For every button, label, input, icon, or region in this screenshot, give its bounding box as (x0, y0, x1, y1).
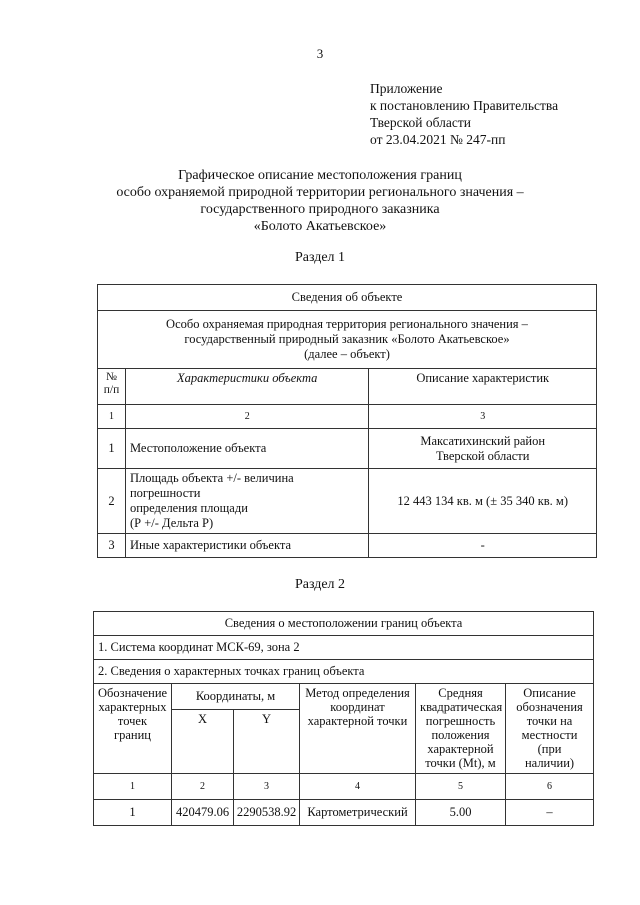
index-cell: 5 (416, 774, 506, 800)
col-error-header (416, 684, 506, 774)
row-number: 2 (98, 469, 126, 534)
header-line: характерной точки (307, 714, 408, 728)
col-desc-header (506, 684, 594, 774)
coord-x: 420479.06 (172, 800, 234, 826)
coord-y: 2290538.92 (234, 800, 300, 826)
object-line: Особо охраняемая природная территория регионального значения – (166, 317, 528, 331)
header-line: точки на (526, 714, 573, 728)
header-line: положения (431, 728, 490, 742)
appendix-line: к постановлению Правительства (370, 98, 559, 113)
section1-heading: Раздел 1 (294, 250, 346, 265)
row-number: 3 (98, 534, 126, 558)
table-row (94, 800, 594, 826)
header-line: (при (537, 742, 562, 756)
header-line: наличии) (524, 756, 575, 770)
desc-line: Максатихинский район (420, 433, 546, 448)
row-description: - (369, 534, 597, 558)
section2-header: Сведения о местоположении границ объекта (94, 612, 594, 636)
points-header: 2. Сведения о характерных точках границ объекта (94, 660, 594, 684)
section2-table (93, 611, 594, 826)
page-number: 3 (316, 46, 324, 61)
table-row (98, 429, 597, 469)
col-num-header (98, 369, 126, 405)
appendix-block (370, 80, 558, 148)
col-num-label: № (105, 371, 117, 383)
header-line: границ (114, 728, 151, 742)
title-line: Графическое описание местоположения границ (178, 168, 462, 183)
title-line: государственного природного заказника (200, 202, 440, 217)
object-description (98, 311, 597, 369)
row-characteristic (125, 469, 368, 534)
appendix-line: Приложение (370, 81, 443, 96)
object-line: (далее – объект) (304, 347, 390, 361)
header-line: местности (521, 728, 578, 742)
title-line: особо охраняемой природной территории регионального значения – (116, 185, 524, 200)
document-title (80, 167, 560, 235)
col-num-label: п/п (103, 384, 120, 396)
table-row (98, 534, 597, 558)
header-line: координат (330, 700, 385, 714)
table-row (98, 469, 597, 534)
title-line: «Болото Акатьевское» (253, 219, 387, 234)
header-line: обозначения (516, 700, 583, 714)
index-cell: 1 (98, 405, 126, 429)
section1-header: Сведения об объекте (98, 285, 597, 311)
col-method-header (300, 684, 416, 774)
index-cell: 3 (234, 774, 300, 800)
index-cell: 1 (94, 774, 172, 800)
point-id: 1 (94, 800, 172, 826)
header-line: квадратическая (420, 700, 503, 714)
index-cell: 4 (300, 774, 416, 800)
header-line: Средняя (438, 686, 483, 700)
section2-heading: Раздел 2 (294, 577, 346, 592)
row-number: 1 (98, 429, 126, 469)
error-value: 5.00 (416, 800, 506, 826)
section1-table (97, 284, 597, 558)
index-cell: 6 (506, 774, 594, 800)
header-line: характерной (427, 742, 494, 756)
header-line: Обозначение (98, 686, 168, 700)
char-line: (Р +/- Дельта Р) (129, 516, 214, 530)
index-cell: 2 (125, 405, 368, 429)
header-line: точки (Mt), м (425, 756, 496, 770)
index-cell: 3 (369, 405, 597, 429)
row-description: 12 443 134 кв. м (± 35 340 кв. м) (369, 469, 597, 534)
col-y-header: Y (234, 710, 300, 774)
col-x-header: X (172, 710, 234, 774)
header-line: погрешность (425, 714, 496, 728)
col-char-header: Характеристики объекта (125, 369, 368, 405)
header-line: Описание (523, 686, 576, 700)
char-line: определения площади (129, 501, 248, 515)
header-line: точек (117, 714, 148, 728)
row-characteristic: Местоположение объекта (125, 429, 368, 469)
col-coords-header: Координаты, м (172, 684, 300, 710)
coord-system: 1. Система координат МСК-69, зона 2 (94, 636, 594, 660)
method: Картометрический (300, 800, 416, 826)
index-cell: 2 (172, 774, 234, 800)
row-description (369, 429, 597, 469)
appendix-line: Тверской области (370, 115, 471, 130)
object-line: государственный природный заказник «Болото Акатьевское» (184, 332, 510, 346)
point-description: – (506, 800, 594, 826)
col-desc-header: Описание характеристик (369, 369, 597, 405)
header-line: Метод определения (305, 686, 410, 700)
appendix-line: от 23.04.2021 № 247-пп (370, 132, 506, 147)
desc-line: Тверской области (435, 448, 530, 463)
char-line: Площадь объекта +/- величина погрешности (129, 471, 294, 500)
row-characteristic: Иные характеристики объекта (125, 534, 368, 558)
header-line: характерных (98, 700, 167, 714)
col-point-header (94, 684, 172, 774)
